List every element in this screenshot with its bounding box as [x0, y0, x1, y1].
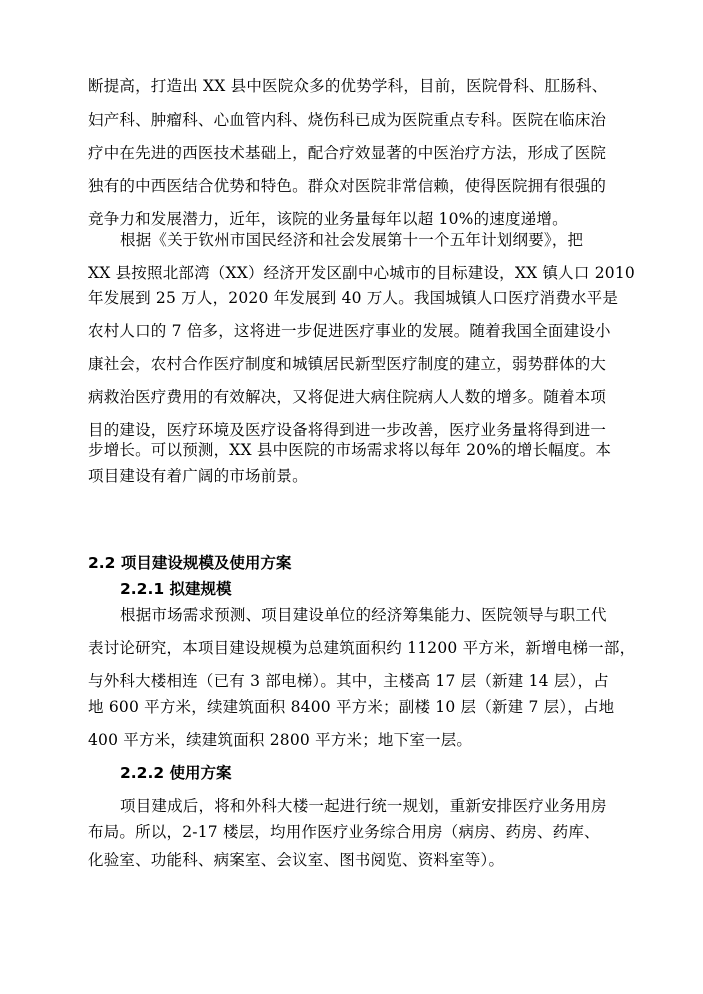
- text-line: 目的建设，医疗环境及医疗设备将得到进一步改善，医疗业务量将得到进一: [88, 421, 607, 439]
- text-line: 康社会，农村合作医疗制度和城镇居民新型医疗制度的建立，弱势群体的大: [88, 355, 607, 373]
- text-line: 疗中在先进的西医技术基础上，配合疗效显著的中医治疗方法，形成了医院: [88, 144, 607, 162]
- section-heading: 2.2 项目建设规模及使用方案: [88, 554, 292, 572]
- text-line: 病救治医疗费用的有效解决，又将促进大病住院病人人数的增多。随着本项: [88, 388, 607, 406]
- text-line: XX 县按照北部湾（XX）经济开发区副中心城市的目标建设，XX 镇人口 2010: [88, 264, 635, 282]
- text-line: 地 600 平方米，续建筑面积 8400 平方米；副楼 10 层（新建 7 层），占地: [88, 698, 615, 716]
- text-line: 竞争力和发展潜力，近年，该院的业务量每年以超 10%的速度递增。: [88, 210, 568, 228]
- text-line: 表讨论研究，本项目建设规模为总建筑面积约 11200 平方米，新增电梯一部，: [88, 639, 636, 657]
- text-line: 项目建成后，将和外科大楼一起进行统一规划，重新安排医疗业务用房: [120, 797, 607, 815]
- text-line: 独有的中西医结合优势和特色。群众对医院非常信赖，使得医院拥有很强的: [88, 177, 607, 195]
- subsection-heading: 2.2.2 使用方案: [120, 764, 232, 782]
- text-line: 断提高，打造出 XX 县中医院众多的优势学科，目前，医院骨科、肛肠科、: [88, 77, 608, 95]
- subsection-heading: 2.2.1 拟建规模: [120, 580, 232, 598]
- text-line: 妇产科、肿瘤科、心血管内科、烧伤科已成为医院重点专科。医院在临床治: [88, 111, 607, 129]
- text-line: 根据市场需求预测、项目建设单位的经济筹集能力、医院领导与职工代: [120, 606, 607, 624]
- text-line: 与外科大楼相连（已有 3 部电梯）。其中，主楼高 17 层（新建 14 层），占: [88, 672, 609, 690]
- text-line: 化验室、功能科、病案室、会议室、图书阅览、资料室等）。: [88, 851, 505, 869]
- text-line: 步增长。可以预测，XX 县中医院的市场需求将以每年 20%的增长幅度。本: [88, 441, 612, 459]
- text-line: 年发展到 25 万人，2020 年发展到 40 万人。我国城镇人口医疗消费水平是: [88, 289, 619, 307]
- text-line: 项目建设有着广阔的市场前景。: [88, 467, 308, 485]
- text-line: 农村人口的 7 倍多，这将进一步促进医疗事业的发展。随着我国全面建设小: [88, 322, 611, 340]
- text-line: 布局。所以，2-17 楼层，均用作医疗业务综合用房（病房、药房、药库、: [88, 823, 600, 841]
- text-line: 根据《关于钦州市国民经济和社会发展第十一个五年计划纲要》，把: [120, 231, 584, 249]
- text-line: 400 平方米，续建筑面积 2800 平方米；地下室一层。: [88, 731, 473, 749]
